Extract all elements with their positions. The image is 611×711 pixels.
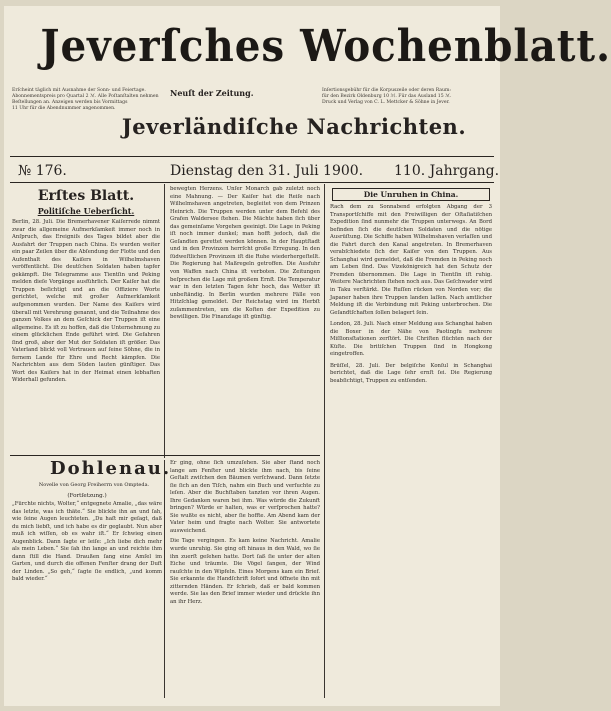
header-advertising-info (322, 88, 492, 106)
article-body: Berlin, 28. Juli. Die Bremerhavener Kaiſerrede nimmt zwar die allgemeine Aufmerkſamkeit immer noch in Anſpruch, das Ereigniſs des Tages bildet aber die Ausfahrt der Truppen nach China. Es wurden weiter ein paar Zeilen über die Abſendung der Flotte und den Aufenthalt des Kaiſers in Wilhelmshaven veröffentlicht. Die deutſchen Soldaten haben tapfer gekämpft. Die Telegramme aus Tientſin und Peking melden dieſe Vorgänge ausführlich. Der Kaiſer hat die Truppen beſichtigt und an die Offiziere Worte gerichtet, welche mit großer Aufmerkſamkeit aufgenommen wurden. Der Name des Kaiſers wird überall mit Verehrung genannt, und die Teilnahme des ganzen Volkes an dem Geſchick der Truppen iſt eine allgemeine. Es iſt zu hoffen, daß die Unternehmung zu einem glücklichen Ende geführt wird. Die Gefahren ſind groß, aber der Mut der Soldaten iſt größer. Das Vaterland blickt voll Vertrauen auf ſeine Söhne, die in fernem Lande für Ehre und Recht kämpfen. Die Nachrichten aus dem Süden lauten günſtiger. Das Wort des Kaiſers hat in der Heimat einen lebhaften Widerhall gefunden. (12, 219, 160, 384)
column-news (170, 186, 320, 454)
feuilleton-divider (10, 455, 320, 456)
header-right-line: Inſertionsgebühr für die Korpuszeile oder deren Raum: (322, 88, 451, 93)
article-body: Rach dem zu Sonnabend erfolgten Abgang der 3 Transportſchiffe mit den Freiwilligen der Oſtaſiatiſchen Expedition ſind nunmehr die Truppen unterwegs. An Bord befinden ſich die deutſchen Soldaten und die nötige Ausrüſtung. Die Schiffe haben Wilhelmshaven verlaſſen und die Fahrt durch den Kanal angetreten. In Bremerhaven verabſchiedete ſich der Kaiſer von den Truppen. Aus Schanghai wird gemeldet, daß die Fremden in Peking noch am Leben ſind. Das Vizekönigreich hat den Schutz der Fremden übernommen. Die Lage in Tientſin iſt ruhig. Weitere Nachrichten ſtehen noch aus. Das Geſchwader wird in Taku verſtärkt. Die Ruſſen rücken von Norden vor; die Japaner haben ihre Truppen landen laſſen. Nach amtlicher Meldung iſt die Verbindung mit Peking unterbrochen. Die Geſandtſchaften ſollen belagert ſein. (330, 204, 492, 316)
header-left-line: Beſtellungen an. Anzeigen werden bis Vormittags (12, 100, 128, 106)
article-title-box: Die Unruhen in China. (332, 188, 490, 201)
header-mid-note: Neuſt der Zeitung. (170, 88, 254, 98)
header-left-line: Erſcheint täglich mit Ausnahme der Sonn- und Feiertage. (12, 88, 146, 93)
header-subscription-info (12, 88, 159, 112)
story-text: Er ging, ohne ſich umzuſehen. Sie aber ſtand noch lange am Fenſter und blickte ihm nach, bis ſeine Geſtalt zwiſchen den Bäumen verſchwand. Dann ſetzte ſie ſich an den Tiſch, nahm ein Buch und verſuchte zu leſen. Aber die Buchſtaben tanzten vor ihren Augen. Ihre Gedanken waren bei ihm. Was würde die Zukunft bringen? Würde er halten, was er verſprochen hatte? Sie wußte es nicht, aber ſie hoffte. Am Abend kam der Vater heim und fragte nach Wolter. Sie antwortete ausweichend. (170, 460, 320, 534)
column-rule (164, 184, 165, 458)
header-left-line: Abonnementspreis pro Quartal 2 ℳ. Alle Poſtanſtalten nehmen (12, 94, 159, 100)
issue-number: № 176. (18, 163, 67, 179)
column-rule (324, 184, 325, 698)
article-body: London, 28. Juli. Nach einer Meldung aus Schanghai haben die Boxer in der Nähe von Paotingfu mehrere Miſſionsſtationen zerſtört. Die Chriſten flüchten nach der Küſte. Die britiſchen Truppen ſind in Hongkong eingetroffen. (330, 321, 492, 358)
story-text: „Fürchte nichts, Wolter,“ entgegnete Amalie, „das wäre das letzte, was ich thäte.“ Sie blickte ihn an und ſah, wie ſeine Augen leuchteten. „Du haſt mir geſagt, daß du mich liebſt, und ich habe es dir geglaubt. Nun aber muß ich wiſſen, ob es wahr iſt.“ Er ſchwieg einen Augenblick. Dann ſagte er leiſe: „Ich liebe dich mehr als mein Leben.“ Sie ſah ihn lange an und reichte ihm dann ſtill die Hand. Draußen ſang eine Amſel im Garten, und durch die offenen Fenſter drang der Duft der Linden. „So geh,“ ſagte ſie endlich, „und komm bald wieder.“ (12, 501, 162, 583)
article-title: Politiſche Ueberſicht. (37, 206, 135, 216)
story-text: Die Tage vergingen. Es kam keine Nachricht. Amalie wurde unruhig. Sie ging oft hinaus in den Wald, wo ſie ihn zuerſt geſehen hatte. Dort ſaß ſie unter der alten Eiche und träumte. Die Vögel ſangen, der Wind rauſchte in den Wipfeln. Eines Morgens kam ein Brief. Sie erkannte die Handſchrift ſofort und öffnete ihn mit zitternden Händen. Er ſchrieb, daß er bald kommen werde. Sie las den Brief immer wieder und drückte ihn an ihr Herz. (170, 538, 320, 605)
article-body: bewegten Herzens. Unſer Monarch gab zuletzt noch eine Mahnung. — Der Kaiſer hat die Reiſe nach Wilhelmshaven angetreten, begleitet von dem Prinzen Heinrich. Die Truppen werden unter dem Befehl des Grafen Waldersee ſtehen. Die Mächte haben ſich über das gemeinſame Vorgehen geeinigt. Die Lage in Peking iſt noch immer dunkel; man hofft jedoch, daß die Geſandten gerettet werden können. In der Hauptſtadt und in den Provinzen herrſcht große Erregung. In den ſüdweſtlichen Provinzen iſt die Ruhe wiederhergeſtellt. Die Regierung hat Maßregeln getroffen. Die Ausfuhr von Waffen nach China iſt verboten. Die Zeitungen beſprechen die Lage mit großem Ernſt. Die Temperatur war in den letzten Tagen ſehr hoch, das Wetter iſt unbeſtändig. In Berlin wurden mehrere Fälle von Hitzſchlag gemeldet. Der Reichstag wird im Herbſt zuſammentreten, um die Koſten der Expedition zu bewilligen. Die Finanzlage iſt günſtig. (170, 186, 320, 321)
volume-year: 110. Jahrgang. (394, 163, 500, 179)
continued-note: (Fortſetzung.) (67, 493, 107, 499)
feuilleton-title: Dohlenau. (50, 458, 172, 479)
issue-date: Dienstag den 31. Juli 1900. (170, 163, 364, 179)
feuilleton-column-1 (12, 492, 162, 698)
divider (10, 182, 494, 183)
header-right-line: Druck und Verlag von C. L. Mettcker & Söhne in Jever. (322, 100, 450, 106)
feuilleton-byline: Novelle von Georg Freiherrn von Ompteda. (38, 482, 150, 488)
header-left-line: 11 Uhr für die Abendnummer angenommen. (12, 106, 116, 112)
newspaper-page (4, 6, 611, 706)
divider (10, 156, 494, 157)
section-heading: Erſtes Blatt. (37, 188, 135, 204)
article-body: Brüſſel, 28. Juli. Der belgiſche Konſul in Schanghai berichtet, daß die Lage ſehr ernſt ſei. Die Regierung beabſichtigt, Truppen zu entſenden. (330, 362, 492, 385)
column-china (330, 186, 492, 696)
column-rule (164, 460, 165, 698)
subtitle: Jeverländiſche Nachrichten. (121, 114, 467, 139)
header-right-line: für den Bezirk Oldenburg 10 ℳ. Für das Ausland 15 ℳ. (322, 94, 452, 100)
masthead-title: Jeverſches Wochenblatt. (40, 21, 611, 72)
column-politics (12, 184, 160, 454)
feuilleton-column-2 (170, 460, 320, 698)
